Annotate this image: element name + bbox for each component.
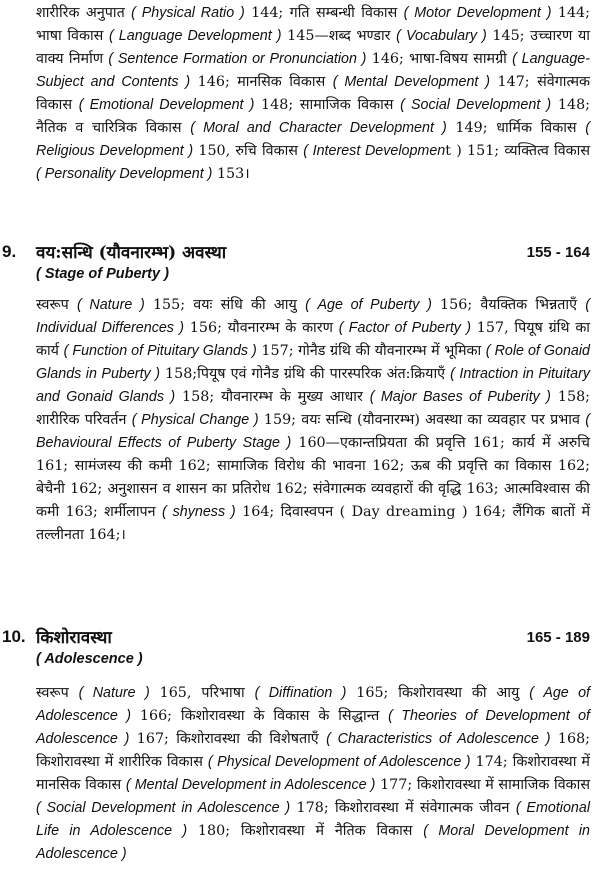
hindi-text: 144; भाषा विकास <box>36 5 590 44</box>
hindi-text: 145—शब्द भण्डार <box>281 28 397 44</box>
hindi-text: 158; यौवनारम्भ के मुख्य आधार <box>175 389 370 405</box>
hindi-text: 155; वयः संधि की आयु <box>144 297 306 313</box>
hindi-text: 144; गति सम्बन्धी विकास <box>244 5 404 21</box>
hindi-text: 157, पियूष ग्रंथि का कार्य <box>36 320 591 359</box>
english-term: ( Interest Developmen <box>303 143 446 159</box>
chapter-subtitle: ( Stage of Puberty ) <box>36 266 169 282</box>
chapter-subtitle: ( Adolescence ) <box>36 651 143 667</box>
english-term: ( Physical Development of Adolescence ) <box>207 754 471 770</box>
hindi-text: 153। <box>212 166 250 182</box>
intro-paragraph <box>36 2 590 186</box>
english-term: ( shyness ) <box>162 504 236 520</box>
hindi-text: 164; दिवास्वपन ( Day dreaming ) 164; लैंगिक बातों में तल्लीनता 164;। <box>36 504 590 543</box>
chapter-number: 10. <box>2 627 26 646</box>
hindi-text: 146; भाषा-विषय सामग्री <box>366 51 513 67</box>
hindi-text: 157; गोनैड ग्रंथि की यौवनारम्भ में भूमिका <box>256 343 486 359</box>
hindi-text: 145; उच्चारण या वाक्य निर्माण <box>36 28 590 67</box>
english-term: ( Emotional Development ) <box>78 97 255 113</box>
hindi-text: 167; किशोरावस्था की विशेषताएँ <box>129 731 327 747</box>
english-term: ( Social Development ) <box>400 97 552 113</box>
hindi-text: 168; किशोरावस्था में शारीरिक विकास <box>36 731 590 770</box>
english-term: ( Individual Differences ) <box>36 297 590 336</box>
english-term: ( Nature ) <box>76 297 145 313</box>
english-term: ( Function of Pituitary Glands ) <box>63 343 257 359</box>
english-term: ( Age of Adolescence ) <box>36 685 590 724</box>
hindi-text: स्वरूप <box>36 685 79 701</box>
english-term: ( Motor Development ) <box>403 5 552 21</box>
hindi-text: 165, परिभाषा <box>149 685 255 701</box>
hindi-text: 148; सामाजिक विकास <box>254 97 401 113</box>
hindi-text: 158;पियूष एवं गोनैड ग्रंथि की पारस्परिक अंत:क्रियाएँ <box>159 366 451 382</box>
english-term: ( Religious Development ) <box>36 120 590 159</box>
hindi-text: 156; यौवनारम्भ के कारण <box>183 320 339 336</box>
english-term: ( Personality Development ) <box>36 166 213 182</box>
english-term: ( Social Development in Adolescence ) <box>36 800 291 816</box>
english-term: ( Physical Ratio ) <box>131 5 245 21</box>
hindi-text: 166; किशोरावस्था के विकास के सिद्धान्त <box>130 708 389 724</box>
english-term: ( Role of Gonaid Glands in Puberty ) <box>36 343 591 382</box>
english-term: ( Moral and Character Development ) <box>190 120 447 136</box>
english-term: ( Physical Change ) <box>131 412 259 428</box>
english-term: ( Age of Puberty ) <box>305 297 432 313</box>
hindi-text: 147; संवेगात्मक विकास <box>36 74 590 113</box>
english-term: ( Sentence Formation or Pronunciation ) <box>108 51 367 67</box>
hindi-text: t ) 151; व्यक्तित्व विकास <box>445 143 591 159</box>
english-term: ( Vocabulary ) <box>396 28 487 44</box>
chapter-page-range: 155 - 164 <box>526 244 590 261</box>
hindi-text: 158; शारीरिक परिवर्तन <box>36 389 590 428</box>
english-term: ( Language Development ) <box>108 28 282 44</box>
english-term: ( Language-Subject and Contents ) <box>36 51 591 90</box>
hindi-text: 165; किशोरावस्था की आयु <box>346 685 530 701</box>
chapter-title: किशोरावस्था <box>36 628 112 648</box>
english-term: ( Nature ) <box>78 685 150 701</box>
english-term: ( Intraction in Pituitary and Gonaid Glands ) <box>36 366 590 405</box>
hindi-text: स्वरूप <box>36 297 77 313</box>
hindi-text: 178; किशोरावस्था में संवेगात्मक जीवन <box>290 800 516 816</box>
english-term: ( Behavioural Effects of Puberty Stage ) <box>36 412 590 451</box>
english-term: ( Mental Development ) <box>332 74 491 90</box>
hindi-text: 177; किशोरावस्था में सामाजिक विकास <box>375 777 590 793</box>
hindi-text: 148; नैतिक व चारित्रिक विकास <box>36 97 590 136</box>
english-term: ( Theories of Development of Adolescence ) <box>36 708 590 747</box>
hindi-text: शारीरिक अनुपात <box>36 5 132 21</box>
hindi-text: 174; किशोरावस्था में मानसिक विकास <box>36 754 590 793</box>
chapter-number: 9. <box>2 242 17 261</box>
chapter-page-range: 165 - 189 <box>526 629 590 646</box>
chapter-10-contents <box>36 682 590 866</box>
english-term: ( Mental Development in Adolescence ) <box>125 777 376 793</box>
hindi-text: 180; किशोरावस्था में नैतिक विकास <box>187 823 424 839</box>
english-term: ( Factor of Puberty ) <box>338 320 471 336</box>
hindi-text: 160—एकान्तप्रियता की प्रवृत्ति 161; कार्य में अरुचि 161; सामंजस्य की कमी 162; सामाजिक विरोध की भावना 162; ऊब की प्रवृत्ति का विकास 162; बेचैनी 162; अनुशासन व शासन का प्रतिरोध 162; संवेगात्मक व्यवहारों की वृद्धि 163; आत्मविश्वास की कमी 163; शर्मीलापन <box>36 435 590 520</box>
hindi-text: 149; धार्मिक विकास <box>446 120 586 136</box>
english-term: ( Emotional Life in Adolescence ) <box>36 800 590 839</box>
hindi-text: 146; मानसिक विकास <box>190 74 333 90</box>
english-term: ( Moral Development in Adolescence ) <box>36 823 590 862</box>
hindi-text: 156; वैयक्तिक भिन्नताएँ <box>431 297 586 313</box>
english-term: ( Characteristics of Adolescence ) <box>326 731 551 747</box>
hindi-text: 150, रुचि विकास <box>193 143 304 159</box>
chapter-title: वय:सन्धि (यौवनारम्भ) अवस्था <box>36 243 227 263</box>
hindi-text: 159; वयः सन्धि (यौवनारम्भ) अवस्था का व्यवहार पर प्रभाव <box>258 412 586 428</box>
chapter-9-contents <box>36 294 590 547</box>
english-term: ( Diffination ) <box>254 685 347 701</box>
english-term: ( Major Bases of Puberity ) <box>369 389 551 405</box>
